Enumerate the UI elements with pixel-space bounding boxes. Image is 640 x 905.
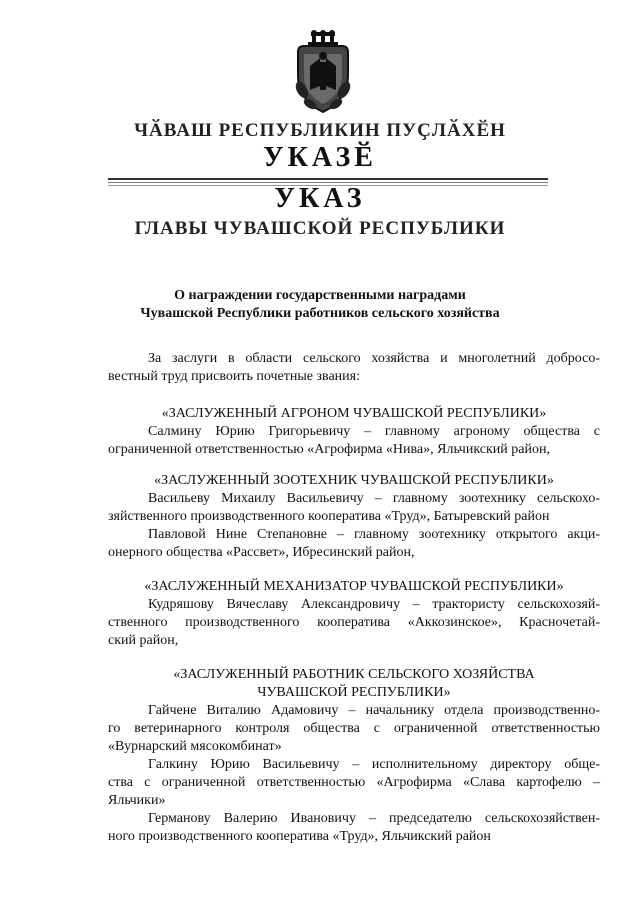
text-line: Яльчики» (108, 793, 166, 808)
award-entry (108, 702, 600, 756)
text-line: Германову Валерию Ивановичу – председателю сельскохозяйствен- (148, 811, 600, 826)
text-line: Кудряшову Вячеславу Александровичу – трактористу сельскохозяй- (148, 597, 600, 612)
award-entry (108, 423, 600, 459)
section-title (108, 666, 600, 702)
text-line: Галкину Юрию Васильевичу – исполнительному директору обще- (148, 757, 600, 772)
chuvash-header-line: ЧӐВАШ РЕСПУБЛИКИН ПУҪЛӐХӖН (134, 120, 506, 141)
text-line: «Вурнарский мясокомбинат» (108, 739, 282, 754)
document-title: УКАЗ (274, 183, 366, 214)
text-line: Васильеву Михаилу Васильевичу – главному зоотехнику сельскохо- (148, 491, 600, 506)
document-body (108, 350, 600, 846)
section-title: «ЗАСЛУЖЕННЫЙ АГРОНОМ ЧУВАШСКОЙ РЕСПУБЛИКИ» (161, 406, 547, 421)
document-subject (0, 287, 640, 323)
award-entry (108, 810, 600, 846)
text-line: Павловой Нине Степановне – главному зоотехнику открытого акци- (148, 527, 600, 542)
header-divider (108, 178, 548, 180)
text-line: вестный труд присвоить почетные звания: (108, 369, 360, 384)
section-title: «ЗАСЛУЖЕННЫЙ МЕХАНИЗАТОР ЧУВАШСКОЙ РЕСПУБЛИКИ» (144, 579, 564, 594)
text-line: го ветеринарного контроля общества с ограниченной ответственностью (108, 721, 600, 736)
text-line: онерного общества «Рассвет», Ибресинский район, (108, 545, 415, 560)
subject-line: Чувашской Республики работников сельского хозяйства (140, 306, 500, 321)
text-line: ственного производственного кооператива «Аккозинское», Красночетай- (108, 615, 600, 630)
text-line: Салмину Юрию Григорьевичу – главному агроному общества с (148, 424, 600, 439)
intro-paragraph (108, 350, 600, 386)
section-title-line: ЧУВАШСКОЙ РЕСПУБЛИКИ» (257, 685, 451, 700)
text-line: ства с ограниченной ответственностью «Агрофирма «Слава картофелю – (108, 775, 600, 790)
text-line: зяйственного производственного кооператива «Труд», Батыревский район (108, 509, 550, 524)
text-line: ограниченной ответственностью «Агрофирма «Нива», Яльчикский район, (108, 442, 550, 457)
document-subtitle: ГЛАВЫ ЧУВАШСКОЙ РЕСПУБЛИКИ (134, 218, 506, 239)
text-line: ский район, (108, 633, 179, 648)
subject-line: О награждении государственными наградами (174, 288, 466, 303)
section-title: «ЗАСЛУЖЕННЫЙ ЗООТЕХНИК ЧУВАШСКОЙ РЕСПУБЛИКИ» (154, 473, 554, 488)
text-line: ного производственного кооператива «Труд», Яльчикский район (108, 829, 491, 844)
award-entry (108, 490, 600, 526)
text-line: Гайчене Виталию Адамовичу – начальнику отдела производственно- (148, 703, 600, 718)
text-line: За заслуги в области сельского хозяйства и многолетний добросо- (148, 351, 600, 366)
chuvash-title: УКАЗӖ (263, 142, 377, 173)
award-entry (108, 756, 600, 810)
section-title-line: «ЗАСЛУЖЕННЫЙ РАБОТНИК СЕЛЬСКОГО ХОЗЯЙСТВА (173, 667, 535, 682)
award-entry (108, 596, 600, 650)
chuvash-coat-of-arms-icon (290, 30, 356, 114)
award-entry (108, 526, 600, 562)
